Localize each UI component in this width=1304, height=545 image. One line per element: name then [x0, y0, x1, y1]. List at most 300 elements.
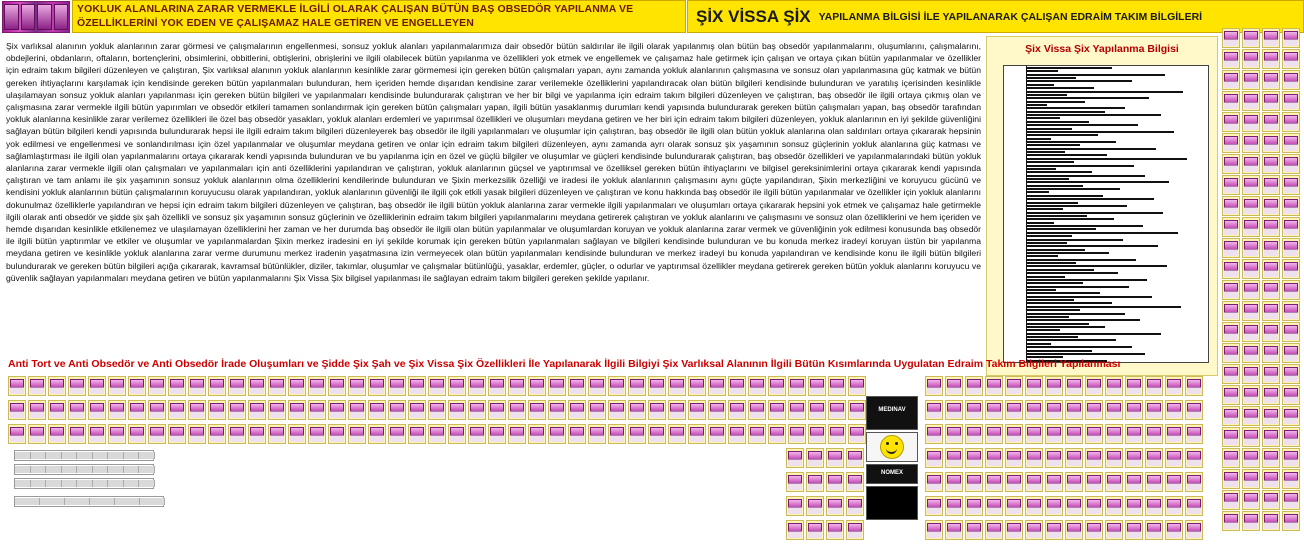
thumbnail-card[interactable]	[1282, 259, 1300, 279]
smiley-card[interactable]	[866, 432, 918, 462]
thumbnail-card[interactable]	[1125, 376, 1143, 396]
thumbnail-card[interactable]	[1005, 520, 1023, 540]
thumbnail-card[interactable]	[1085, 448, 1103, 468]
thumbnail-card[interactable]	[428, 424, 446, 444]
thumbnail-card[interactable]	[228, 424, 246, 444]
thumbnail-card[interactable]	[1145, 448, 1163, 468]
thumbnail-card[interactable]	[1165, 376, 1183, 396]
thumbnail-card[interactable]	[368, 424, 386, 444]
thumbnail-card[interactable]	[1262, 406, 1280, 426]
thumbnail-card[interactable]	[1242, 322, 1260, 342]
thumbnail-card[interactable]	[728, 424, 746, 444]
thumbnail-card[interactable]	[148, 424, 166, 444]
thumbnail-card[interactable]	[468, 400, 486, 420]
thumbnail-card[interactable]	[1005, 496, 1023, 516]
thumbnail-card[interactable]	[428, 400, 446, 420]
thumbnail-card[interactable]	[208, 376, 226, 396]
thumbnail-card[interactable]	[1065, 472, 1083, 492]
thumbnail-card[interactable]	[1222, 217, 1240, 237]
thumbnail-card[interactable]	[728, 376, 746, 396]
thumbnail-card[interactable]	[368, 400, 386, 420]
thumbnail-card[interactable]	[1005, 448, 1023, 468]
thumbnail-card[interactable]	[828, 376, 846, 396]
thumbnail-card[interactable]	[508, 424, 526, 444]
thumbnail-card[interactable]	[1005, 424, 1023, 444]
thumbnail-card[interactable]	[1242, 112, 1260, 132]
thumbnail-card[interactable]	[1282, 112, 1300, 132]
thumbnail-card[interactable]	[88, 400, 106, 420]
thumbnail-card[interactable]	[925, 520, 943, 540]
thumbnail-card[interactable]	[1282, 280, 1300, 300]
thumbnail-card[interactable]	[1242, 70, 1260, 90]
thumbnail-card[interactable]	[708, 400, 726, 420]
thumbnail-card[interactable]	[1242, 238, 1260, 258]
thumbnail-card[interactable]	[1262, 91, 1280, 111]
thumbnail-card[interactable]	[925, 376, 943, 396]
thumbnail-card[interactable]	[1242, 343, 1260, 363]
thumbnail-card[interactable]	[728, 400, 746, 420]
thumbnail-card[interactable]	[826, 520, 844, 540]
thumbnail-card[interactable]	[1165, 496, 1183, 516]
thumbnail-card[interactable]	[1105, 376, 1123, 396]
thumbnail-card[interactable]	[588, 376, 606, 396]
thumbnail-card[interactable]	[768, 400, 786, 420]
thumbnail-card[interactable]	[846, 520, 864, 540]
thumbnail-card[interactable]	[688, 376, 706, 396]
thumbnail-card[interactable]	[826, 448, 844, 468]
thumbnail-card[interactable]	[8, 376, 26, 396]
thumbnail-card[interactable]	[1282, 469, 1300, 489]
thumbnail-card[interactable]	[1242, 448, 1260, 468]
thumbnail-card[interactable]	[348, 424, 366, 444]
thumbnail-card[interactable]	[1222, 175, 1240, 195]
thumbnail-card[interactable]	[508, 376, 526, 396]
thumbnail-card[interactable]	[1282, 364, 1300, 384]
dark-banner-card[interactable]	[866, 486, 918, 520]
thumbnail-card[interactable]	[1065, 400, 1083, 420]
thumbnail-card[interactable]	[925, 424, 943, 444]
thumbnail-card[interactable]	[925, 448, 943, 468]
thumbnail-card[interactable]	[1282, 301, 1300, 321]
thumbnail-card[interactable]	[568, 400, 586, 420]
thumbnail-card[interactable]	[1242, 196, 1260, 216]
thumbnail-card[interactable]	[826, 472, 844, 492]
thumbnail-card[interactable]	[1222, 112, 1240, 132]
thumbnail-card[interactable]	[788, 424, 806, 444]
thumbnail-card[interactable]	[1222, 448, 1240, 468]
thumbnail-card[interactable]	[608, 376, 626, 396]
thumbnail-card[interactable]	[1105, 520, 1123, 540]
thumbnail-card[interactable]	[108, 400, 126, 420]
thumbnail-card[interactable]	[1145, 400, 1163, 420]
thumbnail-card[interactable]	[1125, 448, 1143, 468]
thumbnail-card[interactable]	[945, 448, 963, 468]
thumbnail-card[interactable]	[1242, 490, 1260, 510]
thumbnail-card[interactable]	[848, 376, 866, 396]
thumbnail-card[interactable]	[628, 424, 646, 444]
thumbnail-card[interactable]	[608, 424, 626, 444]
thumbnail-card[interactable]	[1222, 406, 1240, 426]
thumbnail-card[interactable]	[1242, 469, 1260, 489]
thumbnail-card[interactable]	[1065, 424, 1083, 444]
thumbnail-card[interactable]	[1262, 280, 1280, 300]
thumbnail-card[interactable]	[288, 376, 306, 396]
thumbnail-card[interactable]	[985, 448, 1003, 468]
thumbnail-card[interactable]	[1262, 322, 1280, 342]
thumbnail-card[interactable]	[528, 376, 546, 396]
data-strip[interactable]	[14, 478, 154, 489]
thumbnail-card[interactable]	[528, 424, 546, 444]
thumbnail-card[interactable]	[1045, 376, 1063, 396]
thumbnail-card[interactable]	[1145, 424, 1163, 444]
thumbnail-card[interactable]	[748, 424, 766, 444]
thumbnail-card[interactable]	[48, 400, 66, 420]
thumbnail-card[interactable]	[1282, 490, 1300, 510]
thumbnail-card[interactable]	[508, 400, 526, 420]
thumbnail-card[interactable]	[1105, 496, 1123, 516]
thumbnail-card[interactable]	[1025, 472, 1043, 492]
thumbnail-card[interactable]	[1222, 238, 1240, 258]
thumbnail-card[interactable]	[846, 472, 864, 492]
thumbnail-card[interactable]	[1242, 280, 1260, 300]
thumbnail-card[interactable]	[108, 376, 126, 396]
thumbnail-card[interactable]	[848, 424, 866, 444]
thumbnail-card[interactable]	[688, 400, 706, 420]
thumbnail-card[interactable]	[408, 424, 426, 444]
thumbnail-card[interactable]	[1025, 424, 1043, 444]
thumbnail-card[interactable]	[965, 448, 983, 468]
thumbnail-card[interactable]	[806, 472, 824, 492]
thumbnail-card[interactable]	[648, 400, 666, 420]
thumbnail-card[interactable]	[668, 424, 686, 444]
thumbnail-card[interactable]	[985, 424, 1003, 444]
thumbnail-card[interactable]	[1145, 520, 1163, 540]
thumbnail-card[interactable]	[1145, 496, 1163, 516]
thumbnail-card[interactable]	[808, 400, 826, 420]
thumbnail-card[interactable]	[1282, 154, 1300, 174]
thumbnail-card[interactable]	[148, 376, 166, 396]
thumbnail-card[interactable]	[1145, 472, 1163, 492]
thumbnail-card[interactable]	[1105, 424, 1123, 444]
thumbnail-card[interactable]	[1262, 259, 1280, 279]
thumbnail-card[interactable]	[945, 400, 963, 420]
thumbnail-card[interactable]	[1085, 496, 1103, 516]
thumbnail-card[interactable]	[1165, 448, 1183, 468]
thumbnail-card[interactable]	[846, 448, 864, 468]
thumbnail-card[interactable]	[1242, 406, 1260, 426]
thumbnail-card[interactable]	[708, 376, 726, 396]
thumbnail-card[interactable]	[768, 376, 786, 396]
thumbnail-card[interactable]	[1222, 427, 1240, 447]
thumbnail-card[interactable]	[548, 424, 566, 444]
thumbnail-card[interactable]	[288, 400, 306, 420]
thumbnail-card[interactable]	[28, 376, 46, 396]
thumbnail-card[interactable]	[308, 424, 326, 444]
thumbnail-card[interactable]	[945, 424, 963, 444]
thumbnail-card[interactable]	[1282, 175, 1300, 195]
thumbnail-card[interactable]	[568, 424, 586, 444]
thumbnail-card[interactable]	[1262, 511, 1280, 531]
thumbnail-card[interactable]	[228, 376, 246, 396]
thumbnail-card[interactable]	[408, 376, 426, 396]
thumbnail-card[interactable]	[808, 424, 826, 444]
thumbnail-card[interactable]	[388, 424, 406, 444]
thumbnail-card[interactable]	[1282, 385, 1300, 405]
thumbnail-card[interactable]	[1282, 91, 1300, 111]
thumbnail-card[interactable]	[965, 496, 983, 516]
thumbnail-card[interactable]	[328, 376, 346, 396]
thumbnail-card[interactable]	[965, 520, 983, 540]
thumbnail-card[interactable]	[1105, 448, 1123, 468]
data-strip[interactable]	[14, 450, 154, 461]
thumbnail-card[interactable]	[1222, 301, 1240, 321]
thumbnail-card[interactable]	[668, 376, 686, 396]
thumbnail-card[interactable]	[1262, 133, 1280, 153]
thumbnail-card[interactable]	[1222, 196, 1240, 216]
thumbnail-card[interactable]	[1125, 400, 1143, 420]
thumbnail-card[interactable]	[1222, 91, 1240, 111]
thumbnail-card[interactable]	[786, 472, 804, 492]
thumbnail-card[interactable]	[528, 400, 546, 420]
thumbnail-card[interactable]	[1025, 400, 1043, 420]
thumbnail-card[interactable]	[588, 400, 606, 420]
thumbnail-card[interactable]	[1242, 154, 1260, 174]
thumbnail-card[interactable]	[965, 472, 983, 492]
thumbnail-card[interactable]	[1262, 196, 1280, 216]
thumbnail-card[interactable]	[488, 376, 506, 396]
thumbnail-card[interactable]	[288, 424, 306, 444]
thumbnail-card[interactable]	[688, 424, 706, 444]
thumbnail-card[interactable]	[88, 424, 106, 444]
thumbnail-card[interactable]	[128, 376, 146, 396]
thumbnail-card[interactable]	[1222, 70, 1240, 90]
thumbnail-card[interactable]	[308, 376, 326, 396]
nomex-card[interactable]: NOMEX	[866, 464, 918, 484]
thumbnail-card[interactable]	[965, 400, 983, 420]
thumbnail-card[interactable]	[1242, 301, 1260, 321]
thumbnail-card[interactable]	[786, 496, 804, 516]
thumbnail-card[interactable]	[448, 376, 466, 396]
thumbnail-card[interactable]	[268, 424, 286, 444]
thumbnail-card[interactable]	[1282, 217, 1300, 237]
thumbnail-card[interactable]	[985, 472, 1003, 492]
thumbnail-card[interactable]	[1045, 424, 1063, 444]
thumbnail-card[interactable]	[248, 376, 266, 396]
thumbnail-card[interactable]	[1262, 154, 1280, 174]
thumbnail-card[interactable]	[1085, 520, 1103, 540]
thumbnail-card[interactable]	[428, 376, 446, 396]
thumbnail-card[interactable]	[1222, 385, 1240, 405]
thumbnail-card[interactable]	[828, 424, 846, 444]
thumbnail-card[interactable]	[1242, 133, 1260, 153]
thumbnail-card[interactable]	[1222, 28, 1240, 48]
thumbnail-card[interactable]	[1262, 385, 1280, 405]
thumbnail-card[interactable]	[985, 520, 1003, 540]
thumbnail-card[interactable]	[368, 376, 386, 396]
thumbnail-card[interactable]	[328, 400, 346, 420]
thumbnail-card[interactable]	[1222, 364, 1240, 384]
thumbnail-card[interactable]	[1025, 496, 1043, 516]
thumbnail-card[interactable]	[848, 400, 866, 420]
thumbnail-card[interactable]	[448, 424, 466, 444]
thumbnail-card[interactable]	[1065, 376, 1083, 396]
thumbnail-card[interactable]	[628, 400, 646, 420]
thumbnail-card[interactable]	[188, 424, 206, 444]
thumbnail-card[interactable]	[1242, 175, 1260, 195]
thumbnail-card[interactable]	[985, 376, 1003, 396]
thumbnail-card[interactable]	[945, 472, 963, 492]
thumbnail-card[interactable]	[348, 400, 366, 420]
thumbnail-card[interactable]	[1222, 322, 1240, 342]
thumbnail-card[interactable]	[168, 424, 186, 444]
thumbnail-card[interactable]	[1262, 112, 1280, 132]
thumbnail-card[interactable]	[1165, 520, 1183, 540]
thumbnail-card[interactable]	[548, 400, 566, 420]
thumbnail-card[interactable]	[1105, 472, 1123, 492]
thumbnail-card[interactable]	[8, 400, 26, 420]
thumbnail-card[interactable]	[168, 400, 186, 420]
thumbnail-card[interactable]	[1262, 49, 1280, 69]
thumbnail-card[interactable]	[48, 424, 66, 444]
thumbnail-card[interactable]	[1045, 520, 1063, 540]
thumbnail-card[interactable]	[228, 400, 246, 420]
thumbnail-card[interactable]	[1222, 469, 1240, 489]
thumbnail-card[interactable]	[1262, 364, 1280, 384]
thumbnail-card[interactable]	[1145, 376, 1163, 396]
thumbnail-card[interactable]	[328, 424, 346, 444]
thumbnail-card[interactable]	[1222, 490, 1240, 510]
thumbnail-card[interactable]	[1025, 376, 1043, 396]
thumbnail-card[interactable]	[1222, 133, 1240, 153]
thumbnail-card[interactable]	[1085, 400, 1103, 420]
thumbnail-card[interactable]	[1262, 238, 1280, 258]
thumbnail-card[interactable]	[748, 376, 766, 396]
thumbnail-card[interactable]	[1065, 520, 1083, 540]
thumbnail-card[interactable]	[648, 424, 666, 444]
thumbnail-card[interactable]	[1282, 322, 1300, 342]
thumbnail-card[interactable]	[188, 400, 206, 420]
thumbnail-card[interactable]	[806, 448, 824, 468]
thumbnail-card[interactable]	[468, 376, 486, 396]
thumbnail-card[interactable]	[1045, 448, 1063, 468]
thumbnail-card[interactable]	[925, 472, 943, 492]
thumbnail-card[interactable]	[1282, 49, 1300, 69]
thumbnail-card[interactable]	[1282, 70, 1300, 90]
thumbnail-card[interactable]	[608, 400, 626, 420]
thumbnail-card[interactable]	[128, 400, 146, 420]
thumbnail-card[interactable]	[488, 400, 506, 420]
thumbnail-card[interactable]	[985, 400, 1003, 420]
thumbnail-card[interactable]	[1025, 448, 1043, 468]
thumbnail-card[interactable]	[1045, 400, 1063, 420]
thumbnail-card[interactable]	[788, 376, 806, 396]
thumbnail-card[interactable]	[1262, 490, 1280, 510]
thumbnail-card[interactable]	[1165, 424, 1183, 444]
thumbnail-card[interactable]	[1262, 427, 1280, 447]
thumbnail-card[interactable]	[148, 400, 166, 420]
thumbnail-card[interactable]	[1185, 376, 1203, 396]
thumbnail-card[interactable]	[168, 376, 186, 396]
thumbnail-card[interactable]	[1242, 259, 1260, 279]
thumbnail-card[interactable]	[1262, 70, 1280, 90]
thumbnail-card[interactable]	[188, 376, 206, 396]
thumbnail-card[interactable]	[1125, 496, 1143, 516]
thumbnail-card[interactable]	[268, 400, 286, 420]
thumbnail-card[interactable]	[1242, 49, 1260, 69]
thumbnail-card[interactable]	[1242, 91, 1260, 111]
medinav-card[interactable]: MEDINAV	[866, 396, 918, 430]
thumbnail-card[interactable]	[208, 400, 226, 420]
thumbnail-card[interactable]	[1282, 133, 1300, 153]
thumbnail-card[interactable]	[925, 400, 943, 420]
thumbnail-card[interactable]	[806, 496, 824, 516]
thumbnail-card[interactable]	[1085, 376, 1103, 396]
thumbnail-card[interactable]	[1282, 28, 1300, 48]
thumbnail-card[interactable]	[88, 376, 106, 396]
thumbnail-card[interactable]	[1222, 154, 1240, 174]
thumbnail-card[interactable]	[965, 424, 983, 444]
thumbnail-card[interactable]	[1085, 424, 1103, 444]
thumbnail-card[interactable]	[1282, 343, 1300, 363]
thumbnail-card[interactable]	[1125, 424, 1143, 444]
thumbnail-card[interactable]	[1005, 400, 1023, 420]
thumbnail-card[interactable]	[1282, 238, 1300, 258]
thumbnail-card[interactable]	[1222, 343, 1240, 363]
thumbnail-card[interactable]	[488, 424, 506, 444]
thumbnail-card[interactable]	[308, 400, 326, 420]
thumbnail-card[interactable]	[1125, 520, 1143, 540]
thumbnail-card[interactable]	[708, 424, 726, 444]
thumbnail-card[interactable]	[1005, 472, 1023, 492]
thumbnail-card[interactable]	[1282, 511, 1300, 531]
thumbnail-card[interactable]	[748, 400, 766, 420]
thumbnail-card[interactable]	[1262, 175, 1280, 195]
thumbnail-card[interactable]	[1185, 520, 1203, 540]
thumbnail-card[interactable]	[786, 520, 804, 540]
thumbnail-card[interactable]	[348, 376, 366, 396]
thumbnail-card[interactable]	[388, 400, 406, 420]
thumbnail-card[interactable]	[388, 376, 406, 396]
thumbnail-card[interactable]	[1005, 376, 1023, 396]
thumbnail-card[interactable]	[1222, 259, 1240, 279]
thumbnail-card[interactable]	[108, 424, 126, 444]
thumbnail-card[interactable]	[1282, 196, 1300, 216]
thumbnail-card[interactable]	[828, 400, 846, 420]
thumbnail-card[interactable]	[806, 520, 824, 540]
thumbnail-card[interactable]	[1262, 343, 1280, 363]
thumbnail-card[interactable]	[1025, 520, 1043, 540]
thumbnail-card[interactable]	[1045, 496, 1063, 516]
thumbnail-card[interactable]	[985, 496, 1003, 516]
thumbnail-card[interactable]	[945, 376, 963, 396]
thumbnail-card[interactable]	[1185, 448, 1203, 468]
thumbnail-card[interactable]	[1185, 496, 1203, 516]
thumbnail-card[interactable]	[588, 424, 606, 444]
thumbnail-card[interactable]	[768, 424, 786, 444]
thumbnail-card[interactable]	[846, 496, 864, 516]
thumbnail-card[interactable]	[1065, 448, 1083, 468]
thumbnail-card[interactable]	[925, 496, 943, 516]
thumbnail-card[interactable]	[68, 400, 86, 420]
thumbnail-card[interactable]	[28, 400, 46, 420]
thumbnail-card[interactable]	[1242, 427, 1260, 447]
thumbnail-card[interactable]	[1262, 301, 1280, 321]
thumbnail-card[interactable]	[1185, 424, 1203, 444]
thumbnail-card[interactable]	[248, 424, 266, 444]
thumbnail-card[interactable]	[1085, 472, 1103, 492]
thumbnail-card[interactable]	[28, 424, 46, 444]
thumbnail-card[interactable]	[1105, 400, 1123, 420]
